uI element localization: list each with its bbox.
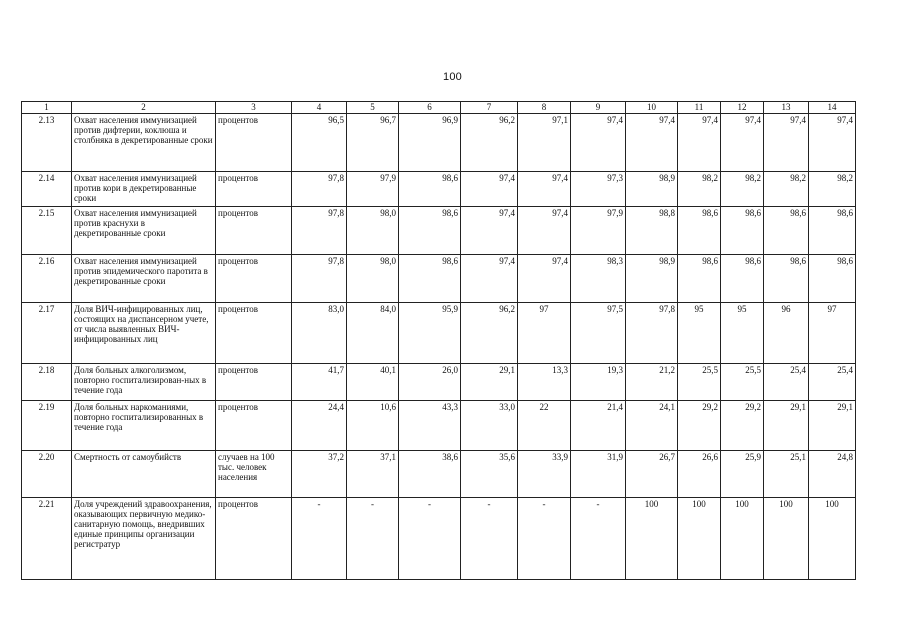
- column-number-7: 7: [461, 102, 518, 114]
- indicator-value-col-7: 33,0: [461, 401, 518, 451]
- indicator-unit: процентов: [216, 114, 292, 172]
- indicator-value-col-4: -: [292, 498, 347, 580]
- indicator-value-col-6: 98,6: [399, 207, 461, 255]
- column-number-3: 3: [216, 102, 292, 114]
- indicator-value-col-4: 97,8: [292, 172, 347, 207]
- indicator-code: 2.21: [22, 498, 72, 580]
- indicator-unit: процентов: [216, 172, 292, 207]
- indicator-value-col-5: 37,1: [347, 451, 399, 498]
- indicator-unit: процентов: [216, 255, 292, 303]
- column-number-11: 11: [678, 102, 721, 114]
- indicator-value-col-8: 13,3: [518, 364, 571, 401]
- table-row: [22, 255, 856, 303]
- indicator-value-col-12: 98,2: [721, 172, 764, 207]
- indicator-value-col-8: 97,4: [518, 207, 571, 255]
- indicator-value-col-12: 100: [721, 498, 764, 580]
- indicator-value-col-4: 37,2: [292, 451, 347, 498]
- indicator-value-col-12: 29,2: [721, 401, 764, 451]
- indicator-value-col-14: 25,4: [809, 364, 856, 401]
- indicator-value-col-14: 29,1: [809, 401, 856, 451]
- indicator-value-col-4: 41,7: [292, 364, 347, 401]
- indicator-value-col-7: 29,1: [461, 364, 518, 401]
- indicator-value-col-14: 100: [809, 498, 856, 580]
- page-number: 100: [443, 71, 462, 83]
- indicator-code: 2.19: [22, 401, 72, 451]
- indicator-value-col-10: 98,8: [626, 207, 678, 255]
- table-row: [22, 172, 856, 207]
- indicator-value-col-10: 24,1: [626, 401, 678, 451]
- indicator-value-col-8: 97: [518, 303, 571, 364]
- indicator-value-col-10: 97,8: [626, 303, 678, 364]
- indicators-table: [21, 101, 856, 580]
- column-number-5: 5: [347, 102, 399, 114]
- indicator-unit: процентов: [216, 498, 292, 580]
- indicator-value-col-9: 97,5: [571, 303, 626, 364]
- indicator-value-col-9: 19,3: [571, 364, 626, 401]
- table-row: [22, 401, 856, 451]
- indicator-value-col-11: 26,6: [678, 451, 721, 498]
- indicator-value-col-11: 95: [678, 303, 721, 364]
- indicator-name: Охват населения иммунизацией против кори в декретированные сроки: [72, 172, 216, 207]
- column-number-2: 2: [72, 102, 216, 114]
- indicator-value-col-11: 100: [678, 498, 721, 580]
- column-number-9: 9: [571, 102, 626, 114]
- indicator-value-col-14: 97,4: [809, 114, 856, 172]
- table-row: [22, 207, 856, 255]
- indicator-value-col-5: 10,6: [347, 401, 399, 451]
- indicator-value-col-11: 29,2: [678, 401, 721, 451]
- column-number-10: 10: [626, 102, 678, 114]
- indicator-value-col-5: 98,0: [347, 207, 399, 255]
- indicator-value-col-5: 84,0: [347, 303, 399, 364]
- indicator-value-col-8: -: [518, 498, 571, 580]
- indicator-value-col-11: 25,5: [678, 364, 721, 401]
- indicator-value-col-13: 98,2: [764, 172, 809, 207]
- indicator-code: 2.15: [22, 207, 72, 255]
- column-number-1: 1: [22, 102, 72, 114]
- indicator-value-col-8: 33,9: [518, 451, 571, 498]
- indicator-unit: случаев на 100 тыс. человек населения: [216, 451, 292, 498]
- indicator-value-col-6: 96,9: [399, 114, 461, 172]
- indicator-value-col-13: 96: [764, 303, 809, 364]
- indicator-value-col-4: 96,5: [292, 114, 347, 172]
- indicator-value-col-13: 25,1: [764, 451, 809, 498]
- indicator-value-col-12: 98,6: [721, 207, 764, 255]
- indicator-code: 2.20: [22, 451, 72, 498]
- indicator-name: Доля ВИЧ-инфицированных лиц, состоящих на диспансерном учете, от числа выявленных ВИЧ-инфицированных лиц: [72, 303, 216, 364]
- indicator-code: 2.13: [22, 114, 72, 172]
- indicator-value-col-7: 97,4: [461, 255, 518, 303]
- table-row: [22, 451, 856, 498]
- indicator-value-col-11: 97,4: [678, 114, 721, 172]
- indicator-value-col-11: 98,6: [678, 255, 721, 303]
- indicator-value-col-11: 98,2: [678, 172, 721, 207]
- indicator-unit: процентов: [216, 303, 292, 364]
- indicator-value-col-14: 24,8: [809, 451, 856, 498]
- indicator-code: 2.14: [22, 172, 72, 207]
- indicator-value-col-4: 97,8: [292, 207, 347, 255]
- indicator-value-col-13: 97,4: [764, 114, 809, 172]
- indicator-value-col-7: 96,2: [461, 114, 518, 172]
- indicator-value-col-7: 97,4: [461, 207, 518, 255]
- column-number-14: 14: [809, 102, 856, 114]
- indicator-value-col-8: 97,4: [518, 255, 571, 303]
- indicator-value-col-12: 25,9: [721, 451, 764, 498]
- indicator-name: Доля больных алкоголизмом, повторно госпитализирован-ных в течение года: [72, 364, 216, 401]
- indicator-value-col-5: 40,1: [347, 364, 399, 401]
- indicator-value-col-12: 25,5: [721, 364, 764, 401]
- indicator-value-col-14: 98,6: [809, 255, 856, 303]
- indicator-value-col-5: 98,0: [347, 255, 399, 303]
- indicator-value-col-10: 21,2: [626, 364, 678, 401]
- indicator-name: Доля больных наркоманиями, повторно госпитализированных в течение года: [72, 401, 216, 451]
- indicator-value-col-4: 24,4: [292, 401, 347, 451]
- column-number-8: 8: [518, 102, 571, 114]
- indicator-value-col-13: 100: [764, 498, 809, 580]
- indicator-value-col-7: 97,4: [461, 172, 518, 207]
- table-row: [22, 364, 856, 401]
- indicator-code: 2.17: [22, 303, 72, 364]
- indicator-value-col-4: 83,0: [292, 303, 347, 364]
- indicator-value-col-6: 98,6: [399, 255, 461, 303]
- indicator-unit: процентов: [216, 364, 292, 401]
- indicator-value-col-6: 98,6: [399, 172, 461, 207]
- indicator-name: Охват населения иммунизацией против краснухи в декретированные сроки: [72, 207, 216, 255]
- indicator-value-col-14: 98,6: [809, 207, 856, 255]
- indicator-value-col-13: 25,4: [764, 364, 809, 401]
- indicator-value-col-8: 22: [518, 401, 571, 451]
- indicator-name: Смертность от самоубийств: [72, 451, 216, 498]
- indicator-value-col-10: 26,7: [626, 451, 678, 498]
- indicator-value-col-6: 26,0: [399, 364, 461, 401]
- indicator-value-col-9: -: [571, 498, 626, 580]
- indicator-value-col-9: 97,4: [571, 114, 626, 172]
- indicator-value-col-7: 35,6: [461, 451, 518, 498]
- indicator-value-col-7: 96,2: [461, 303, 518, 364]
- indicator-name: Охват населения иммунизацией против дифтерии, коклюша и столбняка в декретированные сроки: [72, 114, 216, 172]
- indicator-value-col-5: -: [347, 498, 399, 580]
- column-number-13: 13: [764, 102, 809, 114]
- indicator-value-col-10: 100: [626, 498, 678, 580]
- indicator-value-col-12: 98,6: [721, 255, 764, 303]
- indicator-value-col-10: 98,9: [626, 255, 678, 303]
- indicator-value-col-12: 95: [721, 303, 764, 364]
- indicator-value-col-10: 97,4: [626, 114, 678, 172]
- table-header-row: [22, 102, 856, 114]
- indicator-value-col-6: 38,6: [399, 451, 461, 498]
- table-row: [22, 498, 856, 580]
- indicator-value-col-14: 98,2: [809, 172, 856, 207]
- column-number-12: 12: [721, 102, 764, 114]
- indicator-value-col-9: 97,9: [571, 207, 626, 255]
- indicator-value-col-9: 97,3: [571, 172, 626, 207]
- indicator-value-col-12: 97,4: [721, 114, 764, 172]
- indicator-unit: процентов: [216, 207, 292, 255]
- indicator-value-col-9: 98,3: [571, 255, 626, 303]
- indicator-value-col-4: 97,8: [292, 255, 347, 303]
- indicator-value-col-10: 98,9: [626, 172, 678, 207]
- indicator-value-col-8: 97,1: [518, 114, 571, 172]
- indicator-value-col-5: 96,7: [347, 114, 399, 172]
- indicator-value-col-6: 95,9: [399, 303, 461, 364]
- table-row: [22, 114, 856, 172]
- indicator-value-col-8: 97,4: [518, 172, 571, 207]
- indicator-code: 2.18: [22, 364, 72, 401]
- column-number-6: 6: [399, 102, 461, 114]
- indicator-name: Доля учреждений здравоохранения, оказывающих первичную медико-санитарную помощь, внедривших единые принципы организации регистратур: [72, 498, 216, 580]
- indicator-value-col-6: -: [399, 498, 461, 580]
- indicator-code: 2.16: [22, 255, 72, 303]
- indicator-value-col-13: 29,1: [764, 401, 809, 451]
- indicator-value-col-5: 97,9: [347, 172, 399, 207]
- indicator-name: Охват населения иммунизацией против эпидемического паротита в декретированные сроки: [72, 255, 216, 303]
- indicator-value-col-9: 31,9: [571, 451, 626, 498]
- indicator-value-col-13: 98,6: [764, 207, 809, 255]
- indicator-value-col-7: -: [461, 498, 518, 580]
- indicator-value-col-13: 98,6: [764, 255, 809, 303]
- indicator-value-col-6: 43,3: [399, 401, 461, 451]
- indicator-value-col-14: 97: [809, 303, 856, 364]
- indicator-value-col-9: 21,4: [571, 401, 626, 451]
- indicator-unit: процентов: [216, 401, 292, 451]
- indicator-value-col-11: 98,6: [678, 207, 721, 255]
- table-row: [22, 303, 856, 364]
- column-number-4: 4: [292, 102, 347, 114]
